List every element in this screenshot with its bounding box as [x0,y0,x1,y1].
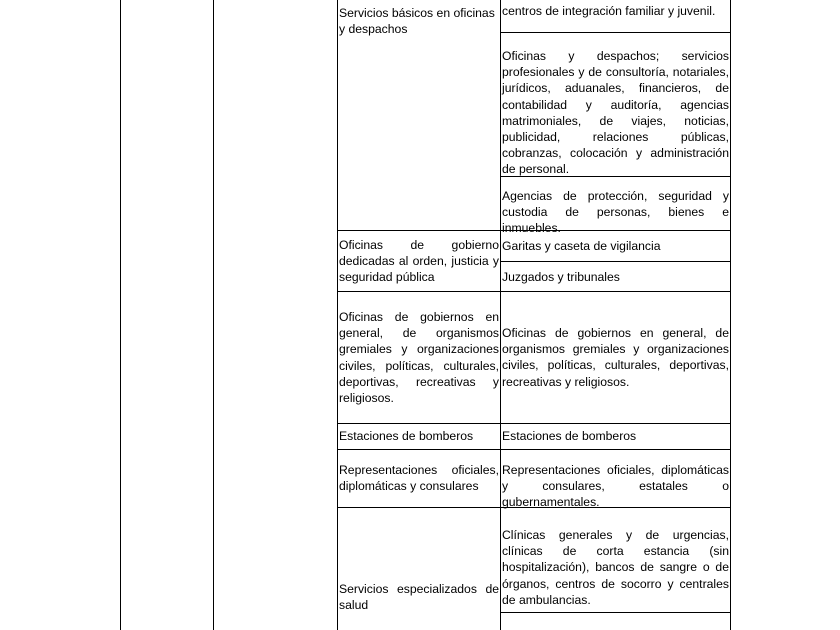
use-description: centros de integración familiar y juvenil. [502,4,716,18]
use-description: Oficinas de gobiernos en general, de organismos gremiales y organizaciones civiles, políticas, culturales, deportivas, recreativas y religiosos. [502,326,729,389]
category-label: Servicios básicos en oficinas y despachos [339,6,495,37]
use-description: Oficinas y despachos; servicios profesionales y de consultoría, notariales, jurídicos, aduanales, financieros, de contabilidad y auditoría, agencias matrimoniales, de viajes, noticias, publicidad, relaciones públicas, cobranzas, colocación y administración de personal. [502,49,729,177]
row-rule [500,612,731,613]
row-rule [337,449,731,450]
category-label: Estaciones de bomberos [339,429,474,443]
category-label: Representaciones oficiales, diplomáticas y consulares [339,463,499,494]
col-rule-5 [730,0,731,630]
col-rule-3 [337,0,338,630]
use-description: Juzgados y tribunales [502,270,620,284]
col-rule-2 [213,0,214,630]
row-rule [500,32,731,33]
row-rule [500,261,731,262]
category-label: Oficinas de gobiernos en general, de organismos gremiales y organizaciones civiles, políticas, culturales, deportivas, recreativas y religiosos. [339,310,499,406]
use-description: Representaciones oficiales, diplomáticas y consulares, estatales o gubernamentales. [502,463,729,510]
col-rule-4 [500,0,501,630]
row-rule [337,291,731,292]
col-rule-1 [120,0,121,630]
category-label: Servicios especializados de salud [339,582,499,613]
use-description: Estaciones de bomberos [502,429,637,443]
use-description: Agencias de protección, seguridad y custodia de personas, bienes e inmuebles. [502,189,729,236]
category-label: Oficinas de gobierno dedicadas al orden, justicia y seguridad pública [339,238,499,285]
row-rule [337,423,731,424]
use-description: Garitas y caseta de vigilancia [502,239,661,253]
use-description: Clínicas generales y de urgencias, clínicas de corta estancia (sin hospitalización), bancos de sangre o de órganos, centros de socorro y centrales de ambulancias. [502,528,729,607]
